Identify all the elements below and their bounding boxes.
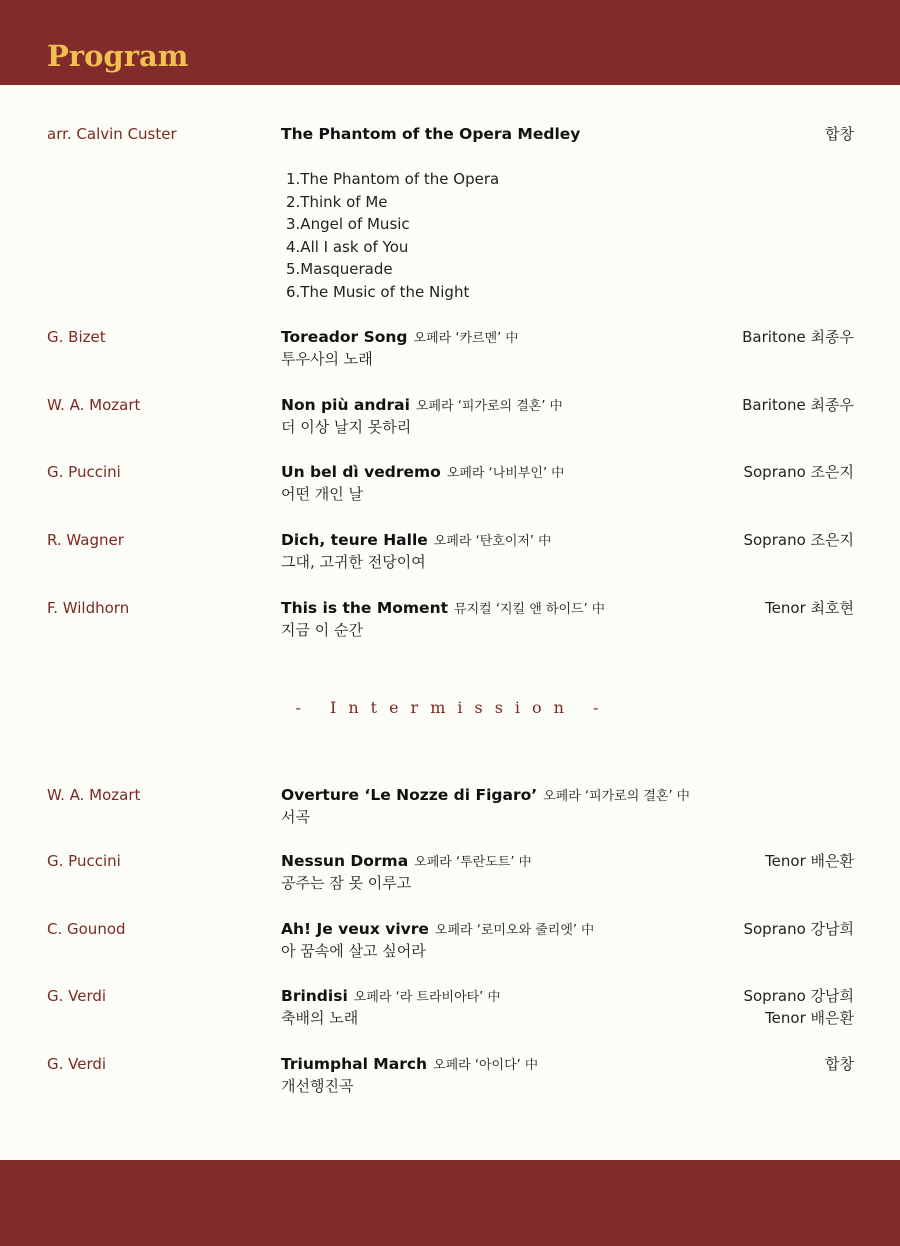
performer-name: Baritone 최종우 (742, 328, 854, 346)
piece-subtitle: 지금 이 순간 (281, 621, 363, 639)
piece-subtitle: 어떤 개인 날 (281, 485, 363, 503)
intermission-label: - Intermission - (295, 698, 611, 717)
piece-source: 오페라 ‘탄호이저’ 中 (433, 534, 552, 549)
piece-source: 오페라 ‘나비부인’ 中 (446, 466, 565, 481)
piece-source: 뮤지컬 ‘지킬 앤 하이드’ 中 (454, 602, 605, 617)
performer-name: 합창 (825, 125, 854, 143)
piece-title: Triumphal March (281, 1055, 428, 1073)
title-line (281, 461, 564, 485)
title-line (281, 850, 532, 874)
performer-name: Tenor 최호현 (765, 599, 854, 617)
footer-banner (0, 1160, 900, 1246)
title-line (281, 529, 551, 553)
performer-name: 합창 (825, 1055, 854, 1073)
piece-subtitle: 더 이상 날지 못하리 (281, 418, 412, 436)
performer-name: Soprano 조은지 (743, 531, 854, 549)
composer-name: W. A. Mozart (47, 786, 141, 804)
medley-song-list (286, 168, 499, 304)
performer-name: Baritone 최종우 (742, 396, 854, 414)
piece-source: 오페라 ‘카르멘’ 中 (413, 331, 519, 346)
composer-name: C. Gounod (47, 920, 126, 938)
performer-name: Soprano 강남희 (743, 920, 854, 938)
composer-name: G. Verdi (47, 1055, 107, 1073)
title-line (281, 784, 690, 808)
title-line (281, 394, 563, 418)
medley-song: 5.Masquerade (286, 260, 393, 279)
composer-name: G. Verdi (47, 987, 107, 1005)
piece-title: This is the Moment (281, 599, 449, 617)
piece-subtitle: 그대, 고귀한 전당이여 (281, 553, 426, 571)
medley-song: 2.Think of Me (286, 192, 388, 211)
performer-name: Tenor 배은환 (765, 1009, 854, 1027)
piece-title: Toreador Song (281, 328, 408, 346)
piece-source: 오페라 ‘로미오와 줄리엣’ 中 (434, 923, 595, 938)
title-line (281, 1053, 538, 1077)
piece-subtitle: 서곡 (281, 808, 310, 826)
title-line (281, 326, 518, 350)
page-title: Program (47, 39, 189, 73)
piece-title: Overture ‘Le Nozze di Figaro’ (281, 786, 538, 804)
medley-song: 1.The Phantom of the Opera (286, 170, 500, 188)
title-line (281, 123, 580, 145)
composer-name: F. Wildhorn (47, 599, 130, 617)
title-line (281, 985, 500, 1009)
piece-source: 오페라 ‘피가로의 결혼’ 中 (415, 399, 563, 414)
composer-name: G. Puccini (47, 852, 121, 870)
piece-title: Nessun Dorma (281, 852, 409, 870)
piece-subtitle: 투우사의 노래 (281, 350, 373, 368)
piece-subtitle: 아 꿈속에 살고 싶어라 (281, 942, 426, 960)
composer-name: W. A. Mozart (47, 396, 141, 414)
performer-name: Soprano 조은지 (743, 463, 854, 481)
composer-name: R. Wagner (47, 531, 124, 549)
composer-name: G. Puccini (47, 463, 121, 481)
piece-source: 오페라 ‘라 트라비아타’ 中 (353, 990, 501, 1005)
piece-source: 오페라 ‘피가로의 결혼’ 中 (543, 789, 690, 804)
piece-subtitle: 공주는 잠 못 이루고 (281, 874, 412, 892)
piece-title: Un bel dì vedremo (281, 463, 441, 481)
title-line (281, 597, 605, 621)
composer-name: arr. Calvin Custer (47, 125, 177, 143)
piece-title: The Phantom of the Opera Medley (281, 125, 581, 143)
piece-subtitle: 개선행진곡 (281, 1077, 354, 1095)
piece-title: Ah! Je veux vivre (281, 920, 429, 938)
piece-source: 오페라 ‘아이다’ 中 (433, 1058, 538, 1073)
performer-name: Tenor 배은환 (765, 852, 854, 870)
piece-title: Brindisi (281, 987, 348, 1005)
performer-name: Soprano 강남희 (743, 987, 854, 1005)
medley-song: 4.All I ask of You (286, 237, 409, 256)
piece-subtitle: 축배의 노래 (281, 1009, 359, 1027)
piece-source: 오페라 ‘투란도트’ 中 (414, 855, 532, 870)
medley-song: 3.Angel of Music (286, 215, 410, 234)
composer-name: G. Bizet (47, 328, 106, 346)
piece-title: Dich, teure Halle (281, 531, 428, 549)
piece-title: Non più andrai (281, 396, 410, 414)
title-line (281, 918, 594, 942)
medley-song: 6.The Music of the Night (286, 282, 470, 301)
